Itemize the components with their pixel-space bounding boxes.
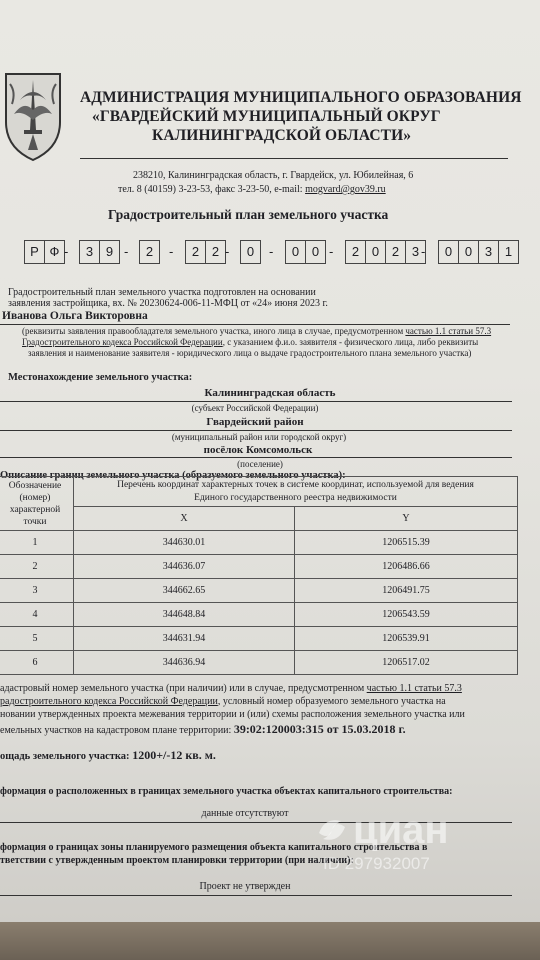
org-title-line3: КАЛИНИНГРАДСКОЙ ОБЛАСТИ» <box>152 127 412 144</box>
region-underline <box>0 401 512 402</box>
code-separator: - <box>169 244 174 259</box>
code-digit: Р <box>25 241 45 263</box>
cadastral-text: емельных участков на кадастровом плане территории: <box>0 725 234 736</box>
district-underline <box>0 430 512 431</box>
code-digit: 0 <box>246 244 255 259</box>
area-value: 1200+/-12 кв. м. <box>132 748 216 762</box>
applicant-name: Иванова Ольга Викторовна <box>2 310 148 322</box>
col-x-header: X <box>74 507 295 531</box>
code-separator: - <box>124 244 129 259</box>
district-note: (муниципальный район или городской округ) <box>171 432 347 442</box>
code-group-3 <box>139 240 160 264</box>
watermark <box>315 810 449 874</box>
code-digit: 0 <box>439 241 459 263</box>
settlement-note: (поселение) <box>237 459 283 469</box>
x-coordinate-cell: 344630.01 <box>74 531 295 555</box>
location-region: Калининградская область <box>204 387 336 399</box>
col-point-header-text: (номер) <box>19 492 51 503</box>
basis-note-line2 <box>22 337 478 347</box>
code-digit: 3 <box>479 241 499 263</box>
table-header-row <box>0 477 518 507</box>
document-title: Градостроительный план земельного участка <box>108 207 389 222</box>
zone-underline <box>0 895 512 896</box>
x-coordinate-cell: 344648.84 <box>74 603 295 627</box>
region-note: (субъект Российской Федерации) <box>191 403 319 413</box>
code-digit: 3 <box>411 244 420 259</box>
capital-value: данные отсутствуют <box>201 808 289 819</box>
y-coordinate-cell: 1206543.59 <box>295 603 518 627</box>
y-coordinate-cell: 1206486.66 <box>295 555 518 579</box>
org-phones: тел. 8 (40159) 3-23-53, факс 3-23-50, e-mail: <box>118 184 306 195</box>
code-digit: 0 <box>311 244 320 259</box>
code-digit: 2 <box>211 244 220 259</box>
code-separator: - <box>225 244 230 259</box>
code-digit: 2 <box>145 244 154 259</box>
header-divider <box>80 158 508 159</box>
law-link-57-3[interactable]: частью 1.1 статьи 57.3 <box>366 683 462 694</box>
table-row <box>0 579 518 603</box>
point-number-cell: 6 <box>0 651 74 675</box>
basis-line2: заявления застройщика, вх. № 20230624-006-11-МФЦ от «24» июня 2023 г. <box>8 298 328 309</box>
y-coordinate-cell: 1206515.39 <box>295 531 518 555</box>
coords-header-line2: Единого государственного реестра недвижимости <box>194 492 397 503</box>
zone-value: Проект не утвержден <box>199 881 291 892</box>
y-coordinate-cell: 1206517.02 <box>295 651 518 675</box>
code-digit: 0 <box>366 241 386 263</box>
background-floor <box>0 922 540 960</box>
code-digit: 0 <box>459 241 479 263</box>
point-number-cell: 1 <box>0 531 74 555</box>
code-separator: - <box>421 244 426 259</box>
x-coordinate-cell: 344636.07 <box>74 555 295 579</box>
col-point-header-text: точки <box>23 516 47 527</box>
capital-label: формация о расположенных в границах земельного участка объектах капитального строительства: <box>0 786 453 797</box>
applicant-underline <box>0 324 510 325</box>
cadastral-line2 <box>0 696 446 707</box>
table-row <box>0 651 518 675</box>
code-group-5 <box>240 240 261 264</box>
location-settlement: посёлок Комсомольск <box>203 444 313 456</box>
cadastral-line4 <box>0 722 406 737</box>
coordinates-body <box>0 531 518 675</box>
code-group-1 <box>24 240 65 264</box>
code-digit: 1 <box>504 244 513 259</box>
org-title-line2: «ГВАРДЕЙСКИЙ МУНИЦИПАЛЬНЫЙ ОКРУГ <box>92 108 441 125</box>
cadastral-number: 39:02:120003:315 от 15.03.2018 г. <box>233 722 406 736</box>
cadastral-text: адастровый номер земельного участка (при наличии) или в случае, предусмотренном <box>0 683 367 694</box>
col-y-header: Y <box>295 507 518 531</box>
code-separator: - <box>329 244 334 259</box>
x-coordinate-cell: 344662.65 <box>74 579 295 603</box>
code-group-7 <box>345 240 426 264</box>
org-email-link[interactable]: mogvard@gov39.ru <box>305 184 386 195</box>
cadastral-text: , условный номер образуемого земельного участка на <box>217 696 446 707</box>
table-row <box>0 627 518 651</box>
code-digit: 3 <box>80 241 100 263</box>
x-coordinate-cell: 344636.94 <box>74 651 295 675</box>
law-link-57-3[interactable]: частью 1.1 статьи 57.3 <box>405 326 492 336</box>
col-coords-header <box>74 477 518 507</box>
code-digit: 9 <box>105 244 114 259</box>
code-group-8 <box>438 240 519 264</box>
y-coordinate-cell: 1206539.91 <box>295 627 518 651</box>
cadastral-line1 <box>0 683 462 694</box>
zone-line2: тветствии с утвержденным проектом планировки территории (при наличии): <box>0 855 354 866</box>
table-subheader-row <box>0 507 518 531</box>
code-separator: - <box>64 244 69 259</box>
point-number-cell: 5 <box>0 627 74 651</box>
basis-note-line1 <box>22 326 491 336</box>
col-point-header-text: Обозначение <box>8 480 62 491</box>
basis-line1: Градостроительный план земельного участка подготовлен на основании <box>8 287 316 298</box>
cian-logo-icon <box>315 813 349 847</box>
location-district: Гвардейский район <box>206 416 304 428</box>
code-separator: - <box>269 244 274 259</box>
boundaries-label: Описание границ земельного участка (образуемого земельного участка): <box>0 470 346 481</box>
org-contacts <box>118 184 386 195</box>
y-coordinate-cell: 1206491.75 <box>295 579 518 603</box>
law-link-gradcode[interactable]: Градостроительного кодекса Российской Федерации <box>22 337 223 347</box>
zone-line1: формация о границах зоны планируемого размещения объекта капитального строительства в <box>0 842 428 853</box>
cadastral-line3: новании утвержденных проекта межевания территории и (или) схемы расположения земельного участка или <box>0 709 465 720</box>
code-digit: 0 <box>286 241 306 263</box>
coords-header-line1: Перечень координат характерных точек в системе координат, используемой для ведения <box>117 479 474 490</box>
watermark-brand: циан <box>353 808 449 852</box>
code-digit: 2 <box>346 241 366 263</box>
code-group-2 <box>79 240 120 264</box>
settlement-underline <box>0 457 512 458</box>
coordinates-table <box>0 476 518 675</box>
code-group-6 <box>285 240 326 264</box>
table-row <box>0 555 518 579</box>
basis-note-text: , с указанием ф.и.о. заявителя - физического лица, либо реквизиты <box>222 337 479 347</box>
code-digit: 2 <box>186 241 206 263</box>
law-link-gradcode[interactable]: радостроительного кодекса Российской Федерации <box>0 696 218 707</box>
watermark-id: ID 297932007 <box>323 854 430 873</box>
table-row <box>0 531 518 555</box>
coat-of-arms-emblem <box>0 70 66 162</box>
org-address: 238210, Калининградская область, г. Гвардейск, ул. Юбилейная, 6 <box>133 170 414 181</box>
area-label: ощадь земельного участка: <box>0 751 133 762</box>
point-number-cell: 3 <box>0 579 74 603</box>
code-digit: 2 <box>386 241 406 263</box>
code-digit: Ф <box>49 244 60 259</box>
col-point-header <box>0 477 74 531</box>
point-number-cell: 4 <box>0 603 74 627</box>
x-coordinate-cell: 344631.94 <box>74 627 295 651</box>
location-label: Местонахождение земельного участка: <box>8 372 193 383</box>
code-group-4 <box>185 240 226 264</box>
table-row <box>0 603 518 627</box>
org-title-line1: АДМИНИСТРАЦИЯ МУНИЦИПАЛЬНОГО ОБРАЗОВАНИЯ <box>80 89 522 106</box>
basis-note-line3: заявления и наименование заявителя - юридического лица о выдаче градостроительного плана земельного участка) <box>28 348 472 358</box>
area-row <box>0 748 216 763</box>
point-number-cell: 2 <box>0 555 74 579</box>
col-point-header-text: характерной <box>9 504 61 515</box>
basis-note-text: (реквизиты заявления правообладателя земельного участка, иного лица в случае, предусмотренном <box>22 326 406 336</box>
